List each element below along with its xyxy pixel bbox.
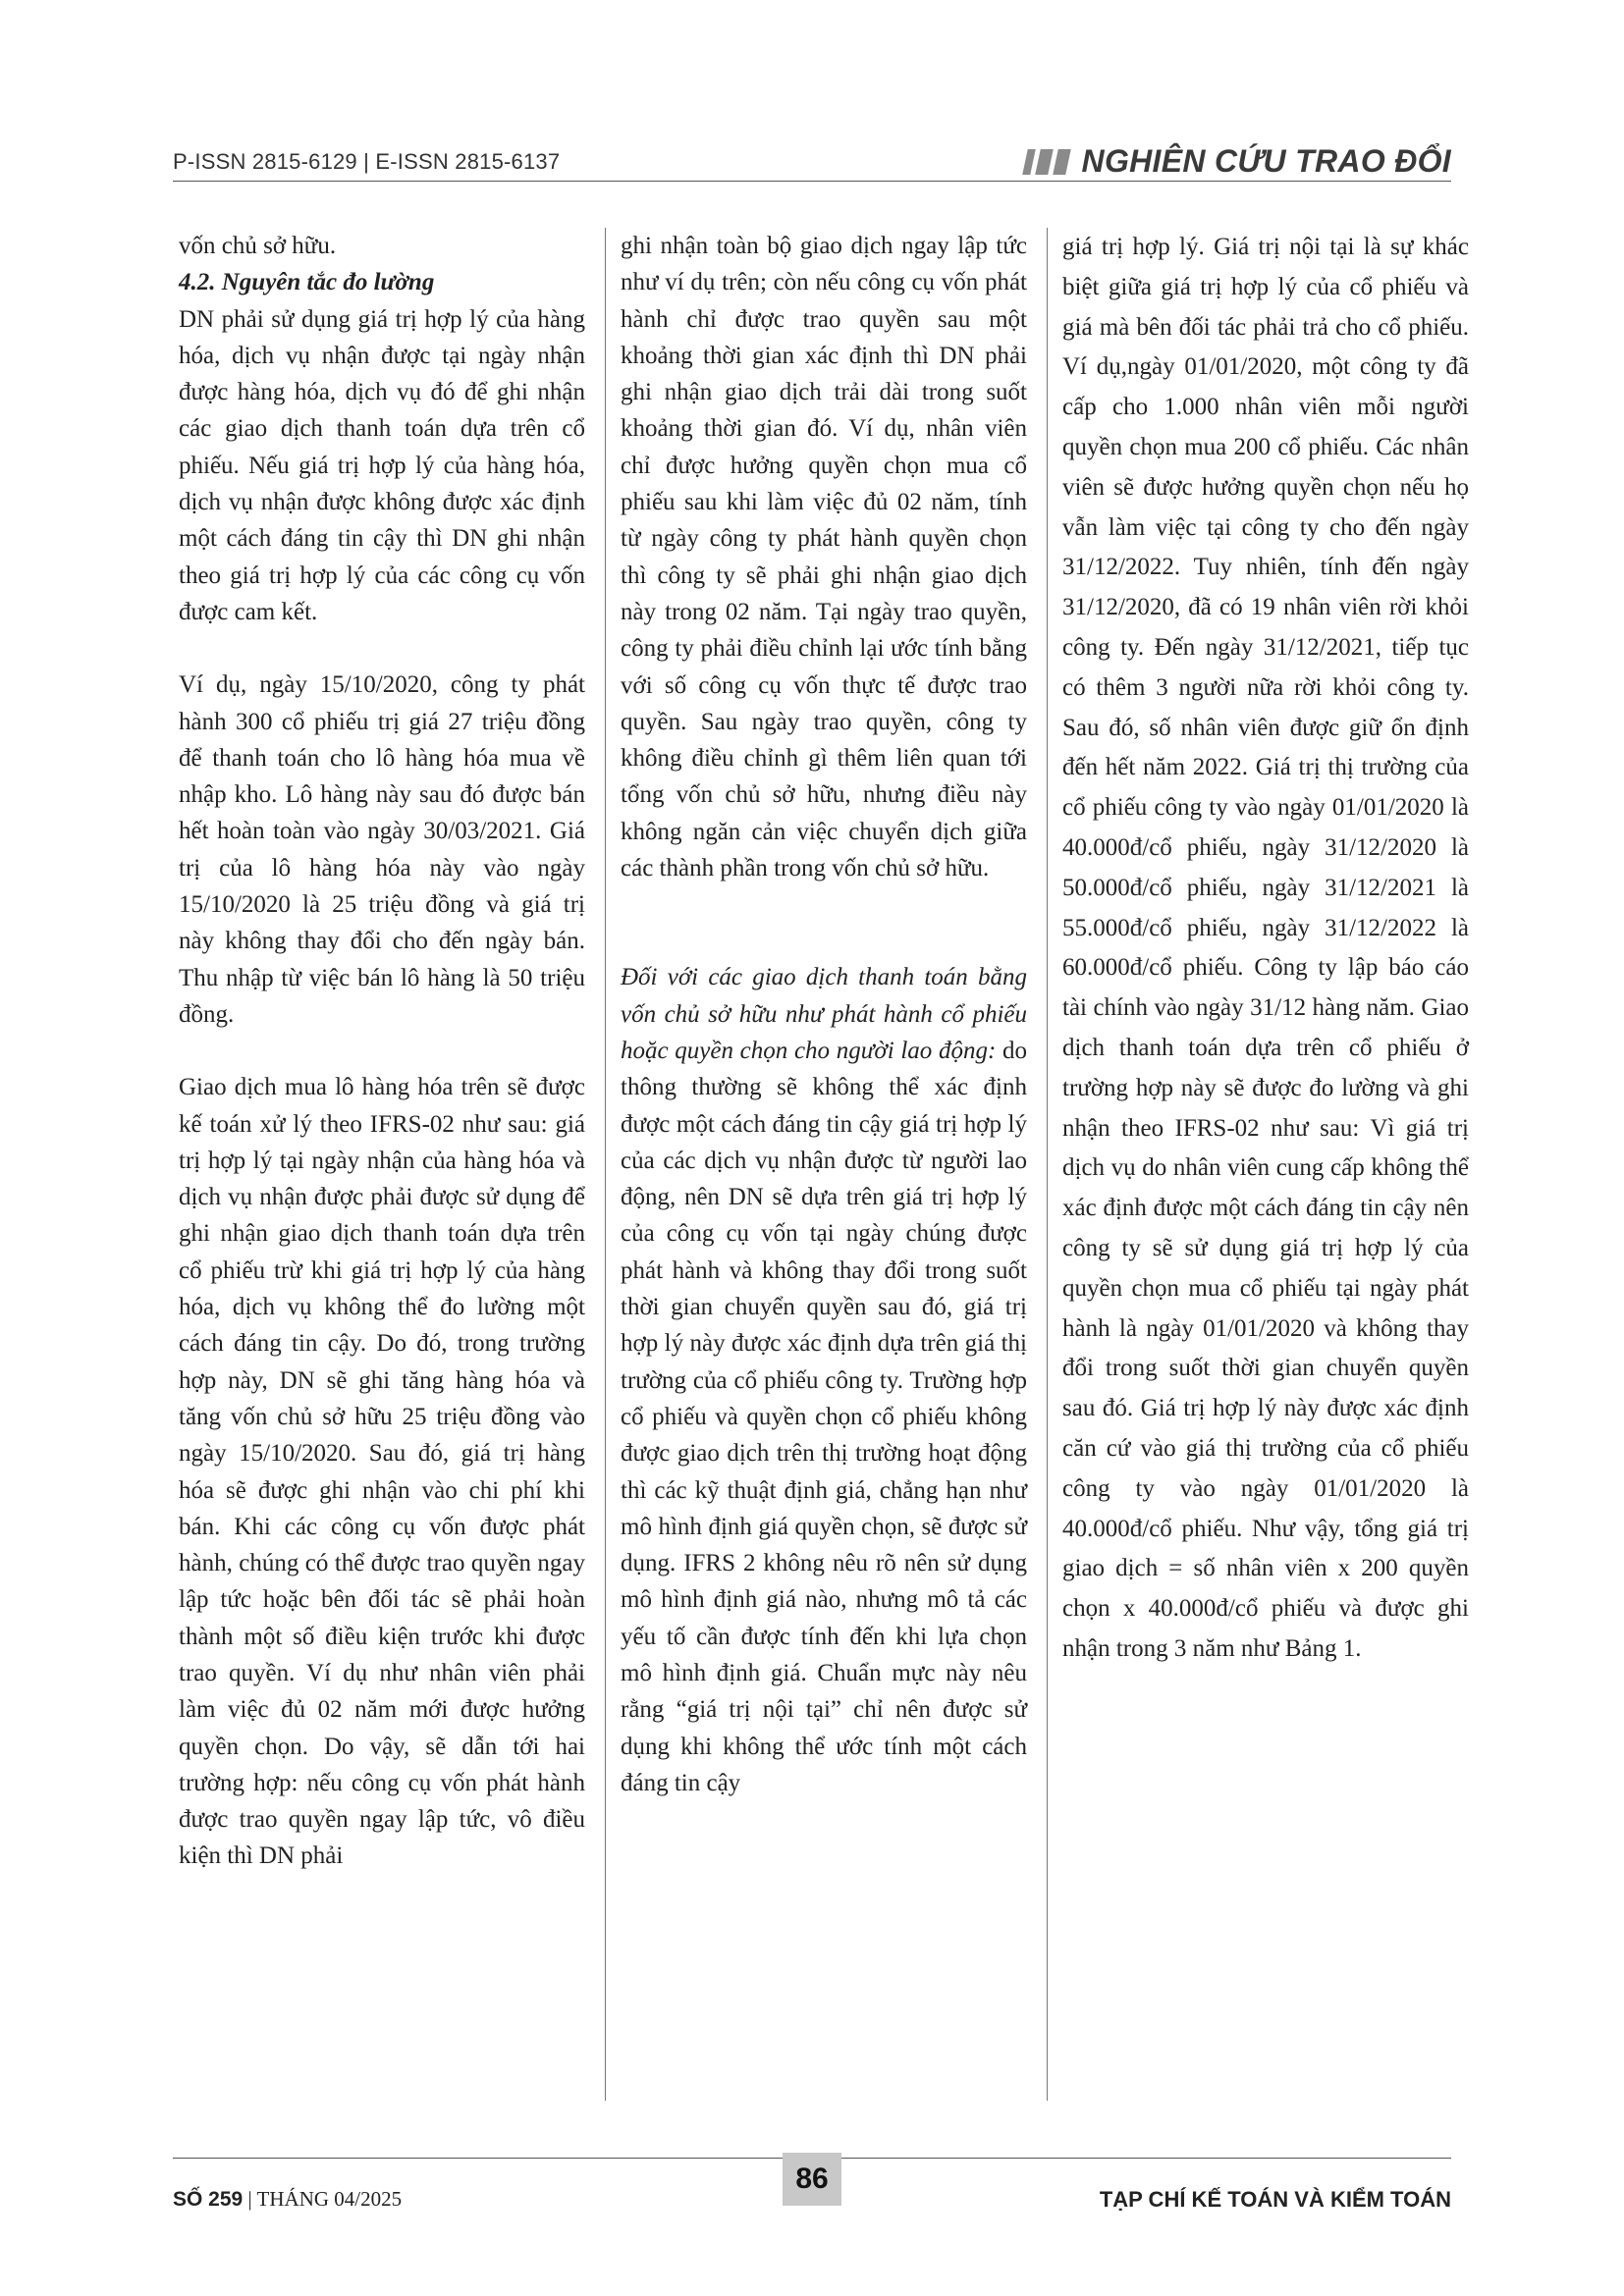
column-1 (179, 228, 585, 1875)
journal-name: TẠP CHÍ KẾ TOÁN VÀ KIỂM TOÁN (1099, 2187, 1451, 2212)
section-bars-icon (1025, 149, 1068, 175)
issue-month: | THÁNG 04/2025 (243, 2187, 403, 2211)
column-3 (1062, 228, 1469, 1670)
header-rule (173, 181, 1451, 182)
paragraph: ghi nhận toàn bộ giao dịch ngay lập tức như ví dụ trên; còn nếu công cụ vốn phát hành chỉ được trao quyền sau một khoảng thời gian xác định thì DN phải ghi nhận giao dịch trải dài trong suốt khoảng thời gian đó. Ví dụ, nhân viên chỉ được hưởng quyền chọn mua cổ phiếu sau khi làm việc đủ 02 năm, tính từ ngày công ty phát hành quyền chọn thì công ty sẽ phải ghi nhận giao dịch này trong 02 năm. Tại ngày trao quyền, công ty phải điều chỉnh lại ước tính bằng với số công cụ vốn thực tế được trao quyền. Sau ngày trao quyền, công ty không điều chỉnh gì thêm liên quan tới tổng vốn chủ sở hữu, nhưng điều này không ngăn cản việc chuyển dịch giữa các thành phần trong vốn chủ sở hữu. (621, 233, 1027, 882)
footer-issue (173, 2187, 402, 2212)
column-divider (1047, 228, 1048, 2101)
paragraph-text: do thông thường sẽ không thể xác định được một cách đáng tin cậy giá trị hợp lý của các dịch vụ nhận được từ người lao động, nên DN sẽ dựa trên giá trị hợp lý của công cụ vốn tại ngày chúng được phát hành và không thay đổi trong suốt thời gian chuyển quyền sau đó, giá trị hợp lý này được xác định dựa trên giá thị trường của cổ phiếu công ty. Trường hợp cổ phiếu và quyền chọn cổ phiếu không được giao dịch trên thị trường hoạt động thì các kỹ thuật định giá, chẳng hạn như mô hình định giá quyền chọn, sẽ được sử dụng. IFRS 2 không nêu rõ nên sử dụng mô hình định giá nào, nhưng mô tả các yếu tố cần được tính đến khi lựa chọn mô hình định giá. Chuẩn mực này nêu rằng “giá trị nội tại” chỉ nên được sử dụng khi không thể ước tính một cách đáng tin cậy (621, 1037, 1027, 1796)
section-heading: 4.2. Nguyên tắc đo lường (179, 269, 435, 296)
header-issn: P-ISSN 2815-6129 | E-ISSN 2815-6137 (173, 149, 561, 174)
paragraph: vốn chủ sở hữu. (179, 233, 337, 259)
page-number: 86 (783, 2153, 841, 2206)
issue-number: SỐ 259 (173, 2188, 244, 2211)
paragraph: Giao dịch mua lô hàng hóa trên sẽ được kế toán xử lý theo IFRS-02 như sau: giá trị hợp lý tại ngày nhận của hàng hóa và dịch vụ nhận được phải được sử dụng để ghi nhận giao dịch thanh toán dựa trên cổ phiếu trừ khi giá trị hợp lý của hàng hóa, dịch vụ không thể đo lường một cách đáng tin cậy. Do đó, trong trường hợp này, DN sẽ ghi tăng hàng hóa và tăng vốn chủ sở hữu 25 triệu đồng vào ngày 15/10/2020. Sau đó, giá trị hàng hóa sẽ được ghi nhận vào chi phí khi bán. Khi các công cụ vốn được phát hành, chúng có thể được trao quyền ngay lập tức hoặc bên đối tác sẽ phải hoàn thành một số điều kiện trước khi được trao quyền. Ví dụ như nhân viên phải làm việc đủ 02 năm mới được hưởng quyền chọn. Do vậy, sẽ dẫn tới hai trường hợp: nếu công cụ vốn phát hành được trao quyền ngay lập tức, vô điều kiện thì DN phải (179, 1074, 585, 1870)
header-section (1025, 143, 1451, 180)
paragraph (621, 959, 1027, 1801)
paragraph: Ví dụ, ngày 15/10/2020, công ty phát hành 300 cổ phiếu trị giá 27 triệu đồng để thanh toán cho lô hàng hóa mua về nhập kho. Lô hàng này sau đó được bán hết hoàn toàn vào ngày 30/03/2021. Giá trị của lô hàng hóa này vào ngày 15/10/2020 là 25 triệu đồng và giá trị này không thay đổi cho đến ngày bán. Thu nhập từ việc bán lô hàng là 50 triệu đồng. (179, 671, 585, 1028)
column-divider (605, 228, 606, 2101)
section-title: NGHIÊN CỨU TRAO ĐỔI (1081, 143, 1451, 179)
paragraph: giá trị hợp lý. Giá trị nội tại là sự khác biệt giữa giá trị hợp lý của cổ phiếu và giá mà bên đối tác phải trả cho cổ phiếu. Ví dụ,ngày 01/01/2020, một công ty đã cấp cho 1.000 nhân viên mỗi người quyền chọn mua 200 cổ phiếu. Các nhân viên sẽ được hưởng quyền chọn nếu họ vẫn làm việc tại công ty cho đến ngày 31/12/2022. Tuy nhiên, tính đến ngày 31/12/2020, đã có 19 nhân viên rời khỏi công ty. Đến ngày 31/12/2021, tiếp tục có thêm 3 người nữa rời khỏi công ty. Sau đó, số nhân viên được giữ ổn định đến hết năm 2022. Giá trị thị trường của cổ phiếu công ty vào ngày 01/01/2020 là 40.000đ/cổ phiếu, ngày 31/12/2020 là 50.000đ/cổ phiếu, ngày 31/12/2021 là 55.000đ/cổ phiếu, ngày 31/12/2022 là 60.000đ/cổ phiếu. Công ty lập báo cáo tài chính vào ngày 31/12 hàng năm. Giao dịch thanh toán dựa trên cổ phiếu ở trường hợp này sẽ được đo lường và ghi nhận theo IFRS-02 như sau: Vì giá trị dịch vụ do nhân viên cung cấp không thể xác định được một cách đáng tin cậy nên công ty sẽ sử dụng giá trị hợp lý của quyền chọn mua cổ phiếu tại ngày phát hành là ngày 01/01/2020 và không thay đổi trong suốt thời gian chuyển quyền sau đó. Giá trị hợp lý này được xác định căn cứ vào giá thị trường của cổ phiếu công ty vào ngày 01/01/2020 là 40.000đ/cổ phiếu. Như vậy, tổng giá trị giao dịch = số nhân viên x 200 quyền chọn x 40.000đ/cổ phiếu và được ghi nhận trong 3 năm như Bảng 1. (1062, 234, 1469, 1662)
column-2 (621, 228, 1027, 1801)
paragraph: DN phải sử dụng giá trị hợp lý của hàng hóa, dịch vụ nhận được tại ngày nhận được hàng hóa, dịch vụ đó để ghi nhận các giao dịch thanh toán dựa trên cổ phiếu. Nếu giá trị hợp lý của hàng hóa, dịch vụ nhận được không được xác định một cách đáng tin cậy thì DN ghi nhận theo giá trị hợp lý của các công cụ vốn được cam kết. (179, 305, 585, 625)
italic-lead: Đối với các giao dịch thanh toán bằng vốn chủ sở hữu như phát hành cổ phiếu hoặc quyền chọn cho người lao động: (621, 964, 1027, 1064)
